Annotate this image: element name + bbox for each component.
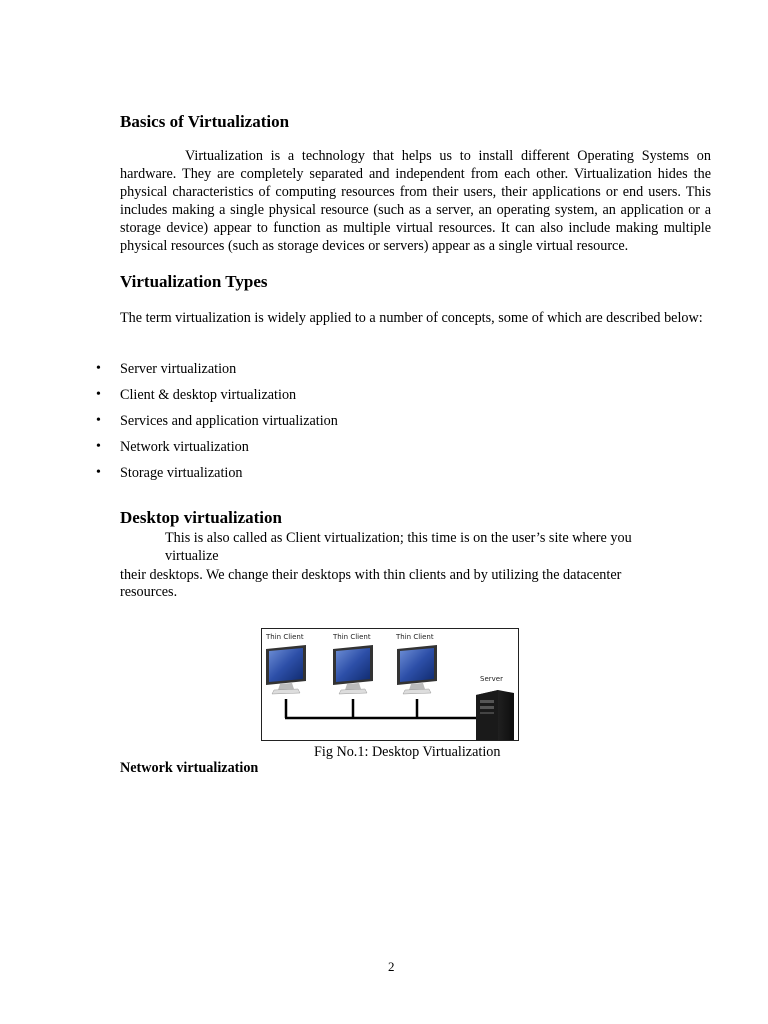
thin-client-label-3: Thin Client	[396, 633, 434, 641]
heading-basics-of-virtualization: Basics of Virtualization	[120, 112, 290, 131]
list-item: • Client & desktop virtualization	[96, 387, 297, 403]
list-item: • Server virtualization	[96, 361, 237, 377]
network-cable	[285, 699, 480, 718]
heading-network-virtualization: Network virtualization	[120, 760, 259, 776]
page-number: 2	[388, 959, 395, 974]
bullet-icon: •	[96, 465, 101, 480]
figure-caption: Fig No.1: Desktop Virtualization	[314, 744, 501, 760]
paragraph-desktop-line1: This is also called as Client virtualization; this time is on the user’s site where you virtualize	[165, 530, 632, 564]
desktop-virtualization-figure	[261, 628, 519, 741]
thin-client-label-2: Thin Client	[333, 633, 371, 641]
bullet-icon: •	[96, 413, 101, 428]
bullet-icon: •	[96, 387, 101, 402]
server-icon	[476, 690, 514, 740]
monitor-icon	[397, 645, 437, 694]
virtualization-types-list	[96, 359, 338, 489]
monitor-icon	[333, 645, 373, 694]
thin-client-diagram	[262, 629, 518, 740]
server-label: Server	[480, 675, 503, 683]
bullet-icon: •	[96, 439, 101, 454]
list-item: • Services and application virtualization	[96, 413, 338, 429]
monitor-icon	[266, 645, 306, 694]
list-item: • Network virtualization	[96, 439, 249, 455]
bullet-icon: •	[96, 361, 101, 376]
heading-virtualization-types: Virtualization Types	[120, 272, 268, 291]
paragraph-desktop-line2: their desktops. We change their desktops with thin clients and by utilizing the datacenter resources.	[120, 567, 622, 600]
heading-desktop-virtualization: Desktop virtualization	[120, 508, 282, 527]
thin-client-label-1: Thin Client	[266, 633, 304, 641]
paragraph-types-intro: The term virtualization is widely applied to a number of concepts, some of which are described below:	[120, 310, 703, 326]
list-item: • Storage virtualization	[96, 465, 243, 481]
paragraph-basics: Virtualization is a technology that helps us to install different Operating Systems on hardware. They are completely separated and independent from each other. Virtualization hides the physical characteristics of computing resources from their users, their applications or end users. This includes making a single physical resource (such as a server, an operating system, an application or a storage device) appear to function as multiple virtual resources. It can also include making multiple physical resources (such as storage devices or servers) appear as a single virtual resource.	[120, 148, 711, 254]
